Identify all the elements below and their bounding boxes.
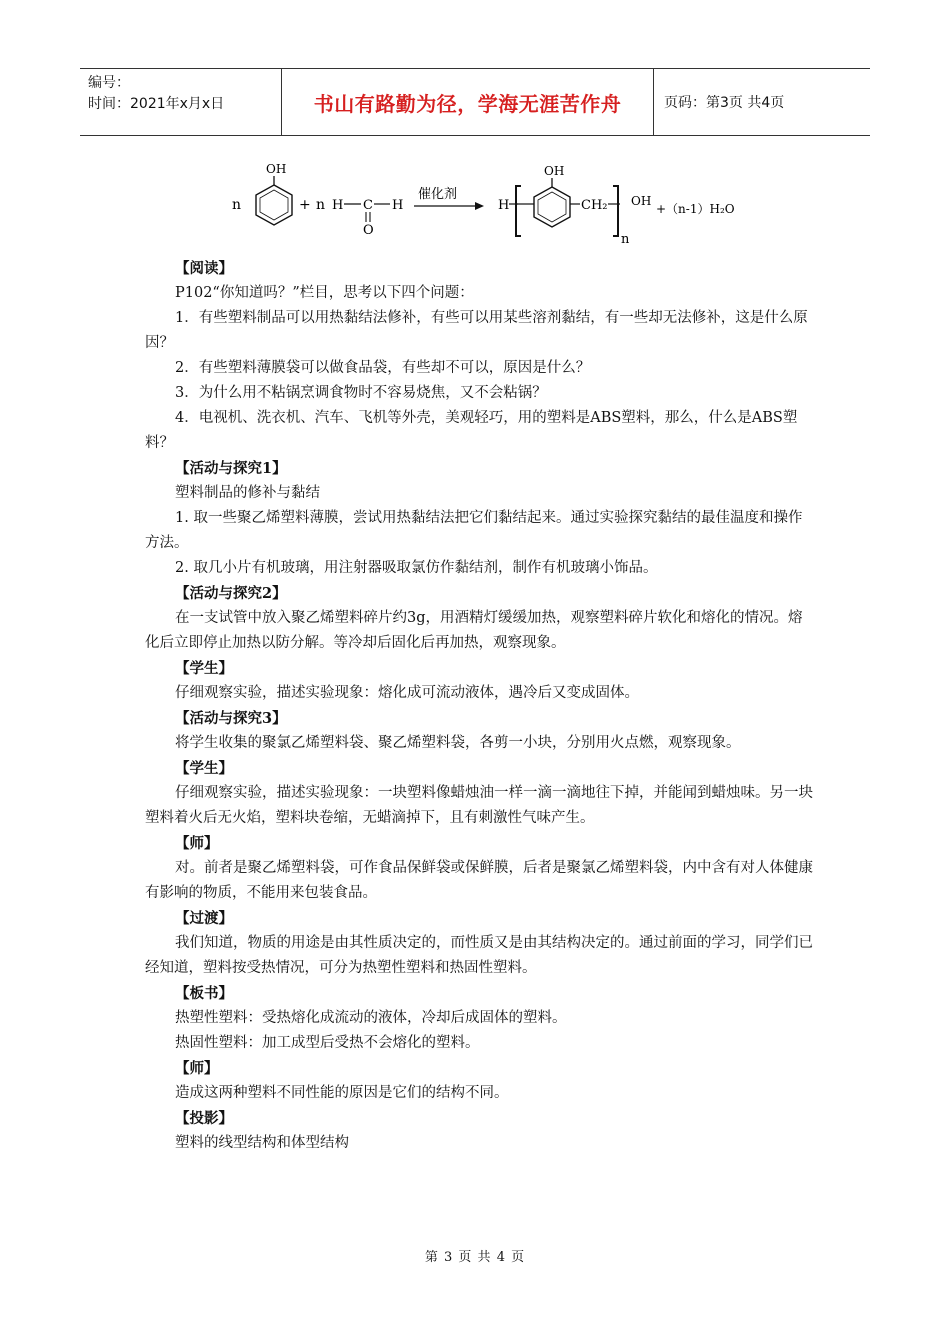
body-paragraph: 我们知道，物质的用途是由其性质决定的，而性质又是由其结构决定的。通过前面的学习，同学们已经知道，塑料按受热情况，可分为热塑性塑料和热固性塑料。 [145,935,813,976]
body-paragraph: 热固性塑料：加工成型后受热不会熔化的塑料。 [175,1035,480,1051]
section-heading: 【学生】 [175,760,233,777]
body-paragraph: 塑料制品的修补与黏结 [175,485,320,501]
body-paragraph: 将学生收集的聚氯乙烯塑料袋、聚乙烯塑料袋，各剪一小块，分别用火点燃，观察现象。 [175,735,741,751]
repeat-count-n: n [621,232,630,247]
section-heading: 【活动与探究3】 [175,710,287,727]
date-label: 时间：2021年x月x日 [88,96,225,112]
number-label: 编号： [88,75,130,91]
section-heading: 【板书】 [175,985,233,1002]
h-atom-left: H [332,198,344,213]
body-paragraph: 对。前者是聚乙烯塑料袋，可作食品保鲜袋或保鲜膜，后者是聚氯乙烯塑料袋，内中含有对人体健康有影响的物质，不能用来包装食品。 [145,860,813,901]
plus-sign: + [299,197,311,213]
section-heading: 【阅读】 [175,260,233,277]
section-heading: 【活动与探究1】 [175,460,287,477]
body-paragraph: 造成这两种塑料不同性能的原因是它们的结构不同。 [175,1085,509,1101]
section-heading: 【师】 [175,835,219,852]
benzene-ring [256,185,292,225]
right-bracket [613,186,618,236]
section-heading: 【投影】 [175,1110,233,1127]
body-paragraph: 热塑性塑料：受热熔化成流动的液体，冷却后成固体的塑料。 [175,1010,567,1026]
page-header [80,68,870,136]
h-atom-right: H [392,198,404,213]
water-term: +（n-1）H₂O [656,202,735,216]
body-paragraph: 仔细观察实验，描述实验现象：熔化成可流动液体，遇冷后又变成固体。 [175,685,639,701]
hydroxyl-label: OH [266,162,287,176]
header-meta [80,69,282,135]
body-paragraph: 3．为什么用不粘锅烹调食物时不容易烧焦，又不会粘锅？ [175,385,547,401]
polymer-hydroxyl: OH [544,164,565,178]
coefficient-n-formaldehyde: n [316,197,326,213]
header-motto: 书山有路勤为径，学海无涯苦作舟 [282,69,654,135]
page-footer: 第 3 页 共 4 页 [424,1250,526,1265]
section-heading: 【活动与探究2】 [175,585,287,602]
section-heading: 【过渡】 [175,910,233,927]
methylene-group: CH₂ [581,198,608,213]
section-heading: 【师】 [175,1060,219,1077]
body-paragraph: 4．电视机、洗衣机、汽车、飞机等外壳，美观轻巧，用的塑料是ABS塑料，那么，什么是ABS塑料？ [145,410,798,451]
left-bracket [516,186,521,236]
body-paragraph: 1. 取一些聚乙烯塑料薄膜，尝试用热黏结法把它们黏结起来。通过实验探究黏结的最佳温度和操作方法。 [145,510,803,551]
section-heading: 【学生】 [175,660,233,677]
header-page-label: 页码：第3页 共4页 [664,95,785,111]
hydroxyl-end-group: OH [631,194,652,208]
body-paragraph: P102“你知道吗？”栏目，思考以下四个问题： [175,285,474,301]
body-paragraph: 2. 取几小片有机玻璃，用注射器吸取氯仿作黏结剂，制作有机玻璃小饰品。 [175,560,658,576]
reaction-equation [228,158,758,248]
carbon-atom: C [363,198,373,213]
polymer-benzene-ring [534,187,570,227]
lesson-content [145,256,815,1156]
body-paragraph: 1．有些塑料制品可以用热黏结法修补，有些可以用某些溶剂黏结，有一些却无法修补，这是什么原因？ [145,310,808,351]
coefficient-n: n [232,197,242,213]
oxygen-atom: O [363,223,374,238]
h-end-group: H [498,198,510,213]
body-paragraph: 在一支试管中放入聚乙烯塑料碎片约3g，用酒精灯缓缓加热，观察塑料碎片软化和熔化的情况。熔化后立即停止加热以防分解。等冷却后固化后再加热，观察现象。 [145,610,803,651]
body-paragraph: 2．有些塑料薄膜袋可以做食品袋，有些却不可以，原因是什么？ [175,360,591,376]
body-paragraph: 塑料的线型结构和体型结构 [175,1135,349,1151]
reaction-arrow-head [475,202,484,210]
catalyst-label: 催化剂 [418,187,458,202]
body-paragraph: 仔细观察实验，描述实验现象：一块塑料像蜡烛油一样一滴一滴地往下掉，并能闻到蜡烛味。另一块塑料着火后无火焰，塑料块卷缩，无蜡滴掉下，且有刺激性气味产生。 [145,785,813,826]
